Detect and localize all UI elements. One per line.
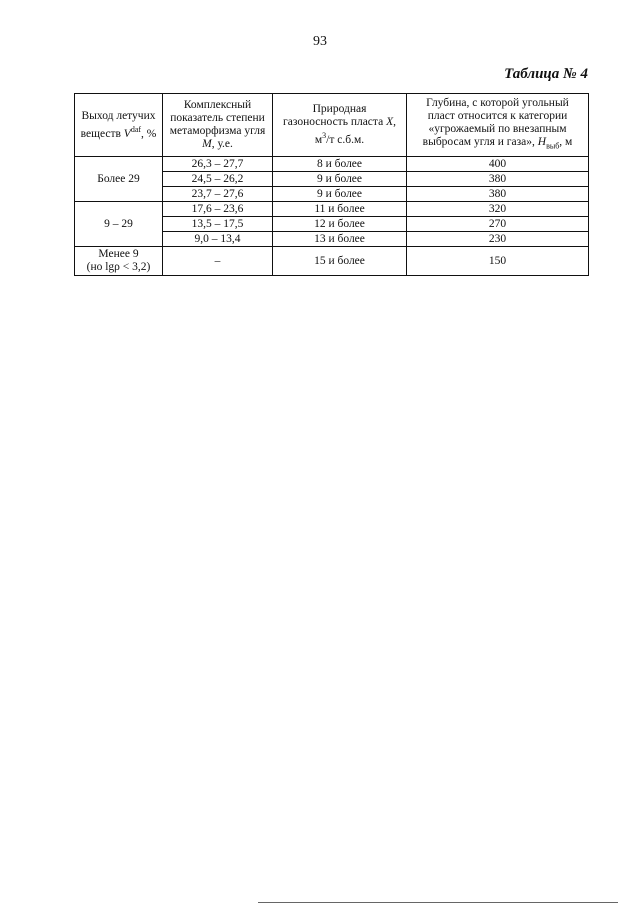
header-superscript: daf [130, 124, 142, 134]
table-row [75, 202, 589, 217]
depth-cell: 380 [407, 187, 589, 202]
header-text: веществ [80, 127, 124, 140]
header-text: м [314, 133, 323, 146]
gas-cell: 13 и более [273, 232, 407, 247]
gas-cell: 12 и более [273, 217, 407, 232]
header-text: «угрожаемый по внезапным [428, 123, 567, 136]
header-text: , [393, 116, 396, 129]
gas-cell: 9 и более [273, 187, 407, 202]
metamorphism-cell: 23,7 – 27,6 [163, 187, 273, 202]
cell-text: Менее 9 [98, 248, 139, 260]
header-volatile-yield [75, 94, 163, 157]
depth-cell: 270 [407, 217, 589, 232]
header-symbol: H [537, 136, 547, 149]
header-text: , м [559, 136, 573, 149]
gas-cell: 11 и более [273, 202, 407, 217]
depth-cell: 230 [407, 232, 589, 247]
header-symbol: V [123, 127, 131, 140]
metamorphism-cell: 13,5 – 17,5 [163, 217, 273, 232]
header-symbol: M [202, 138, 212, 150]
header-gas-content [273, 94, 407, 157]
gas-cell: 8 и более [273, 157, 407, 172]
header-text: /т с.б.м. [326, 133, 365, 146]
metamorphism-cell: – [163, 247, 273, 276]
gas-cell: 15 и более [273, 247, 407, 276]
volatile-cell: 9 – 29 [75, 202, 163, 247]
outburst-depth-table [74, 93, 589, 276]
header-text: Глубина, с которой угольный [426, 97, 569, 110]
depth-cell: 150 [407, 247, 589, 276]
header-text: пласт относится к категории [427, 110, 568, 123]
metamorphism-cell: 17,6 – 23,6 [163, 202, 273, 217]
header-text: метаморфизма угля [169, 125, 266, 137]
metamorphism-cell: 24,5 – 26,2 [163, 172, 273, 187]
header-depth [407, 94, 589, 157]
volatile-cell [75, 247, 163, 276]
metamorphism-cell: 9,0 – 13,4 [163, 232, 273, 247]
header-subscript: выб [546, 141, 560, 151]
cell-text: (но lgρ < 3,2) [86, 261, 151, 273]
page-number: 93 [313, 34, 327, 49]
header-text: , у.е. [211, 138, 233, 150]
depth-cell: 400 [407, 157, 589, 172]
table-row [75, 247, 589, 276]
table-row [75, 157, 589, 172]
header-text: показатель степени [170, 112, 265, 124]
header-text: Комплексный [183, 99, 252, 111]
header-text: Природная [312, 103, 367, 116]
metamorphism-cell: 26,3 – 27,7 [163, 157, 273, 172]
depth-cell: 380 [407, 172, 589, 187]
volatile-cell: Более 29 [75, 157, 163, 202]
header-text: , % [141, 127, 157, 140]
gas-cell: 9 и более [273, 172, 407, 187]
header-text: газоносность пласта [283, 116, 387, 129]
depth-cell: 320 [407, 202, 589, 217]
table-header-row [75, 94, 589, 157]
scan-edge-line [258, 902, 618, 903]
header-superscript: 3 [322, 131, 327, 141]
header-symbol: X [386, 116, 394, 129]
table-caption: Таблица № 4 [504, 66, 588, 82]
header-metamorphism [163, 94, 273, 157]
header-text: Выход летучих [81, 109, 156, 122]
header-text: выбросам угля и газа», [422, 136, 538, 149]
